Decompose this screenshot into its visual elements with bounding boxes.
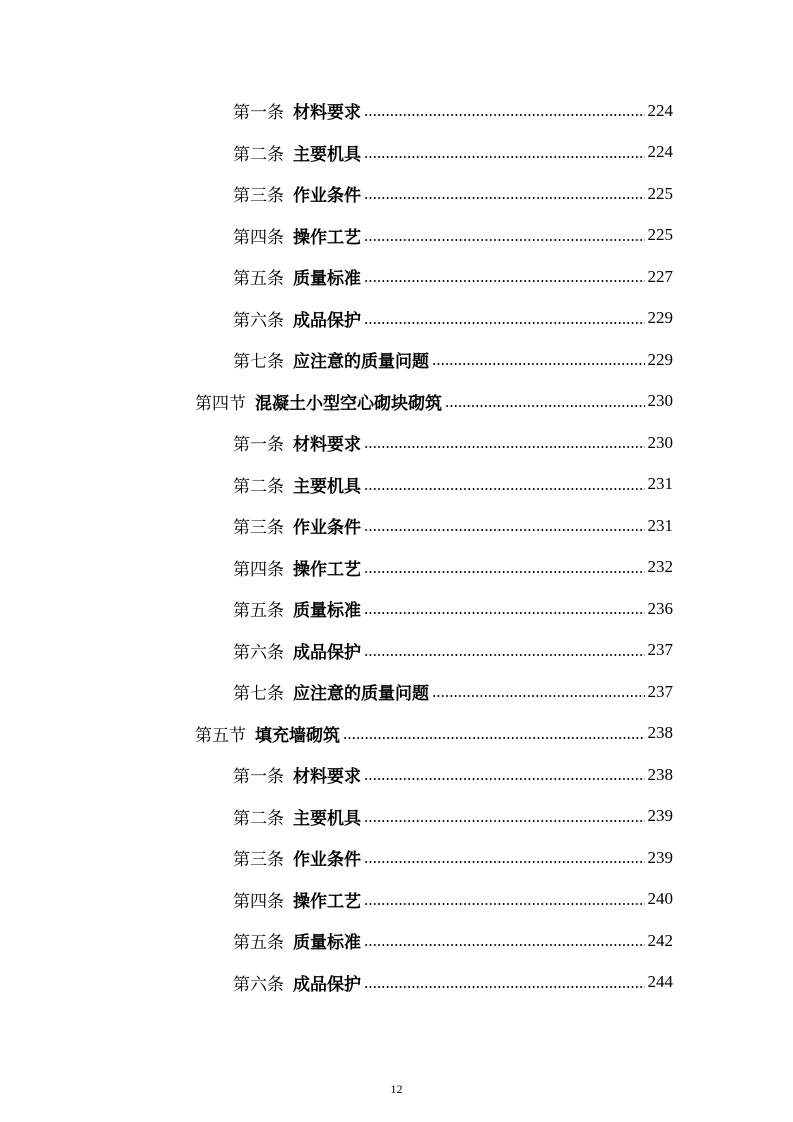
toc-entry-page: 240 (647, 889, 673, 909)
toc-entry-page: 238 (647, 764, 673, 784)
toc-dot-leader (364, 612, 645, 614)
toc-section-entry[interactable] (0, 713, 793, 755)
toc-dot-leader (364, 322, 645, 324)
toc-entry-title: 作业条件 (293, 850, 361, 871)
toc-entry-page: 231 (647, 515, 673, 535)
toc-entry[interactable] (0, 422, 793, 464)
toc-entry-page: 236 (647, 598, 673, 618)
toc-entry-title: 成品保护 (293, 974, 361, 995)
toc-entry-title: 材料要求 (293, 103, 361, 124)
toc-entry-page: 229 (647, 308, 673, 328)
toc-dot-leader (364, 280, 645, 282)
toc-dot-leader (364, 529, 645, 531)
toc-entry-title: 作业条件 (293, 518, 361, 539)
toc-entry-page: 224 (647, 142, 673, 162)
toc-entry-number: 第五条 (233, 601, 284, 622)
toc-entry[interactable] (0, 464, 793, 506)
toc-dot-leader (364, 488, 645, 490)
toc-dot-leader (364, 820, 645, 822)
toc-entry-page: 232 (647, 557, 673, 577)
toc-entry-title: 材料要求 (293, 767, 361, 788)
toc-entry[interactable] (0, 505, 793, 547)
toc-entry-number: 第三条 (233, 186, 284, 207)
toc-entry-page: 237 (647, 681, 673, 701)
toc-entry-number: 第六条 (233, 642, 284, 663)
toc-entry-number: 第七条 (233, 352, 284, 373)
toc-entry-title: 操作工艺 (293, 227, 361, 248)
toc-entry[interactable] (0, 962, 793, 1004)
toc-entry[interactable] (0, 837, 793, 879)
toc-entry[interactable] (0, 90, 793, 132)
toc-entry-number: 第四条 (233, 891, 284, 912)
toc-dot-leader (364, 986, 645, 988)
toc-entry-title: 成品保护 (293, 310, 361, 331)
toc-dot-leader (364, 239, 645, 241)
toc-entry-number: 第七条 (233, 684, 284, 705)
toc-entry-page: 225 (647, 225, 673, 245)
toc-entry[interactable] (0, 547, 793, 589)
page-number: 12 (390, 1082, 403, 1096)
toc-entry-page: 238 (647, 723, 673, 743)
toc-entry-number: 第四条 (233, 559, 284, 580)
toc-entry-page: 231 (647, 474, 673, 494)
toc-entry-number: 第五条 (233, 269, 284, 290)
toc-entry-page: 230 (647, 432, 673, 452)
toc-entry-title: 作业条件 (293, 186, 361, 207)
toc-entry-title: 应注意的质量问题 (293, 352, 429, 373)
toc-entry-title: 材料要求 (293, 435, 361, 456)
toc-dot-leader (364, 903, 645, 905)
toc-entry-page: 242 (647, 930, 673, 950)
toc-entry-title: 主要机具 (293, 144, 361, 165)
table-of-contents (0, 90, 793, 1003)
toc-dot-leader (445, 405, 645, 407)
toc-entry-page: 239 (647, 847, 673, 867)
toc-entry-page: 230 (647, 391, 673, 411)
toc-dot-leader (364, 944, 645, 946)
toc-dot-leader (364, 446, 645, 448)
toc-entry-title: 质量标准 (293, 601, 361, 622)
toc-entry[interactable] (0, 879, 793, 921)
toc-dot-leader (364, 654, 645, 656)
toc-entry-title: 主要机具 (293, 808, 361, 829)
toc-entry-number: 第六条 (233, 974, 284, 995)
toc-entry-number: 第四节 (195, 393, 246, 414)
toc-entry-title: 混凝土小型空心砌块砌筑 (255, 393, 442, 414)
toc-entry[interactable] (0, 215, 793, 257)
toc-entry[interactable] (0, 920, 793, 962)
toc-entry-number: 第三条 (233, 850, 284, 871)
toc-entry-title: 主要机具 (293, 476, 361, 497)
toc-entry-page: 244 (647, 972, 673, 992)
toc-entry-page: 229 (647, 349, 673, 369)
toc-entry[interactable] (0, 630, 793, 672)
toc-entry-number: 第二条 (233, 808, 284, 829)
toc-entry-page: 227 (647, 266, 673, 286)
toc-entry-page: 224 (647, 100, 673, 120)
toc-entry-number: 第一条 (233, 103, 284, 124)
toc-dot-leader (364, 197, 645, 199)
toc-dot-leader (343, 737, 645, 739)
toc-entry[interactable] (0, 671, 793, 713)
toc-dot-leader (364, 571, 645, 573)
toc-entry[interactable] (0, 298, 793, 340)
toc-dot-leader (364, 156, 645, 158)
toc-entry-number: 第六条 (233, 310, 284, 331)
toc-entry[interactable] (0, 588, 793, 630)
toc-entry-number: 第四条 (233, 227, 284, 248)
toc-entry-title: 成品保护 (293, 642, 361, 663)
toc-entry-page: 237 (647, 640, 673, 660)
toc-entry-title: 填充墙砌筑 (255, 725, 340, 746)
toc-dot-leader (364, 114, 645, 116)
toc-dot-leader (364, 861, 645, 863)
toc-entry-number: 第二条 (233, 476, 284, 497)
toc-dot-leader (432, 363, 645, 365)
toc-entry[interactable] (0, 256, 793, 298)
toc-entry[interactable] (0, 132, 793, 174)
toc-entry[interactable] (0, 796, 793, 838)
toc-entry-title: 操作工艺 (293, 891, 361, 912)
toc-entry-page: 225 (647, 183, 673, 203)
toc-dot-leader (364, 778, 645, 780)
toc-entry-number: 第五条 (233, 933, 284, 954)
toc-entry-number: 第二条 (233, 144, 284, 165)
toc-entry-title: 操作工艺 (293, 559, 361, 580)
toc-entry-number: 第一条 (233, 767, 284, 788)
toc-entry-title: 质量标准 (293, 269, 361, 290)
toc-entry-page: 239 (647, 806, 673, 826)
toc-entry[interactable] (0, 339, 793, 381)
toc-entry-number: 第五节 (195, 725, 246, 746)
toc-entry-title: 质量标准 (293, 933, 361, 954)
toc-entry-title: 应注意的质量问题 (293, 684, 429, 705)
toc-dot-leader (432, 695, 645, 697)
toc-section-entry[interactable] (0, 381, 793, 423)
toc-entry[interactable] (0, 754, 793, 796)
toc-entry-number: 第一条 (233, 435, 284, 456)
toc-entry-number: 第三条 (233, 518, 284, 539)
toc-entry[interactable] (0, 173, 793, 215)
